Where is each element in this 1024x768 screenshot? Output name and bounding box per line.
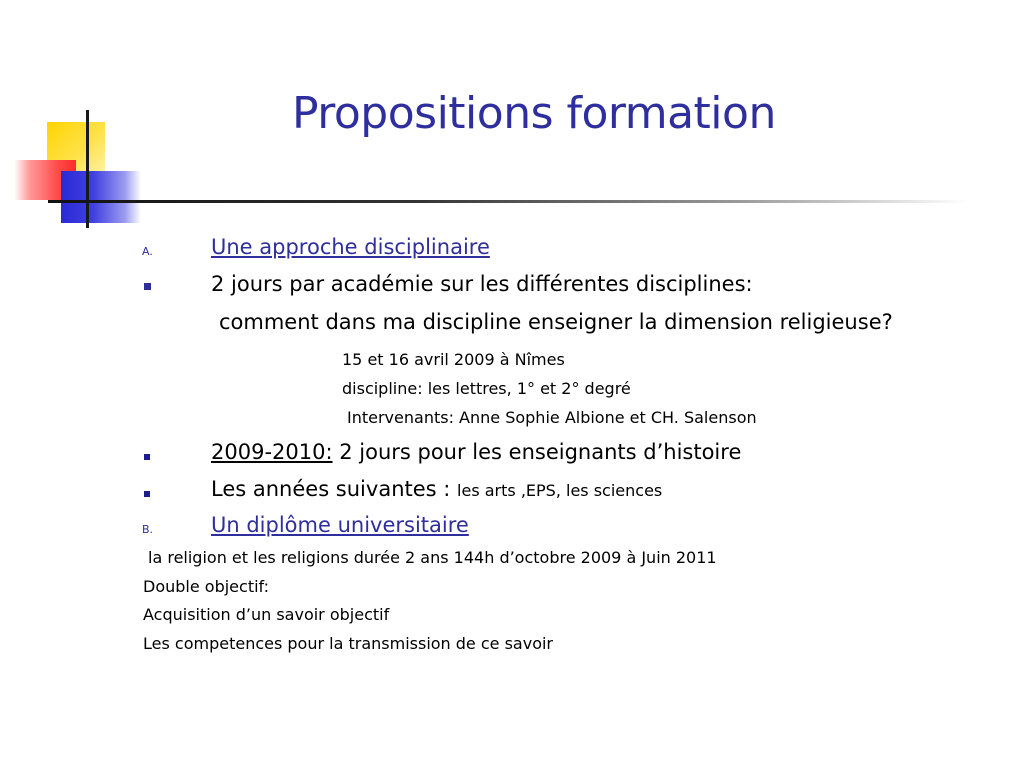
bullet-text-annees: Les années suivantes : [211,477,458,501]
slide-title: Propositions formation [292,88,776,139]
text-acquisition-savoir: Acquisition d’un savoir objectif [143,605,390,624]
detail-date-lieu: 15 et 16 avril 2009 à Nîmes [342,350,565,369]
bullet-text-disciplines: les arts ,EPS, les sciences [457,481,663,500]
decor-blue-square [61,171,141,223]
bullet-text-jours-academie: 2 jours par académie sur les différentes disciplines: [211,272,753,296]
link-approche-disciplinaire[interactable]: Une approche disciplinaire [211,235,490,259]
text-religion-duree: la religion et les religions durée 2 ans 144h d’octobre 2009 à Juin 2011 [148,548,717,567]
detail-intervenants: Intervenants: Anne Sophie Albione et CH. Salenson [347,408,757,427]
decor-vertical-line [86,110,89,228]
bullet-text-histoire: 2 jours pour les enseignants d’histoire [332,440,742,464]
list-marker-b: B. [142,523,154,536]
bullet-date-2009-2010: 2009-2010: [211,440,333,464]
text-competences-transmission: Les competences pour la transmission de ce savoir [143,634,554,653]
bullet-annees-suivantes [211,478,662,501]
detail-discipline: discipline: les lettres, 1° et 2° degré [342,379,631,398]
bullet-square-icon [144,491,150,497]
title-divider-line [48,200,968,203]
link-diplome-universitaire[interactable]: Un diplôme universitaire [211,513,469,537]
bullet-square-icon [144,454,150,460]
bullet-2009-2010 [211,441,741,464]
bullet-subtext-dimension: comment dans ma discipline enseigner la dimension religieuse? [219,310,893,334]
text-double-objectif: Double objectif: [143,577,269,596]
bullet-square-icon [144,283,151,290]
list-marker-a: A. [142,245,153,258]
